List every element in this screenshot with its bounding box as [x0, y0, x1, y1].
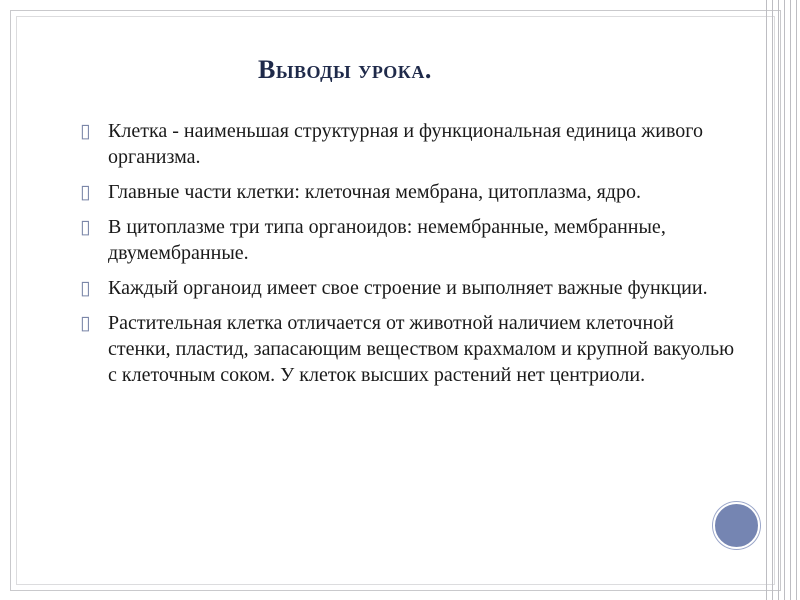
bullet-text: Клетка - наименьшая структурная и функциональная единица живого организма.	[108, 120, 703, 168]
bullet-item	[78, 310, 738, 388]
bullet-list	[78, 118, 738, 397]
page-icon: ▯	[80, 277, 91, 299]
decorative-vertical-lines	[760, 0, 800, 600]
bullet-text: Растительная клетка отличается от животной наличием клеточной стенки, пластид, запасающим веществом крахмалом и крупной вакуолью с клеточным соком. У клеток высших растений нет центриоли.	[108, 312, 735, 386]
bullet-item	[78, 275, 738, 301]
bullet-text: Каждый органоид имеет свое строение и выполняет важные функции.	[108, 277, 708, 299]
slide-title: Выводы урока.	[258, 55, 432, 84]
bullet-item	[78, 118, 738, 170]
decorative-circle	[713, 502, 760, 549]
bullet-item	[78, 179, 738, 205]
page-icon: ▯	[80, 216, 91, 238]
bullet-item	[78, 214, 738, 266]
page-icon: ▯	[80, 181, 91, 203]
bullet-text: В цитоплазме три типа органоидов: немембранные, мембранные, двумембранные.	[108, 216, 666, 264]
page-icon: ▯	[80, 312, 91, 334]
bullet-text: Главные части клетки: клеточная мембрана, цитоплазма, ядро.	[108, 181, 641, 203]
page-icon: ▯	[80, 120, 91, 142]
